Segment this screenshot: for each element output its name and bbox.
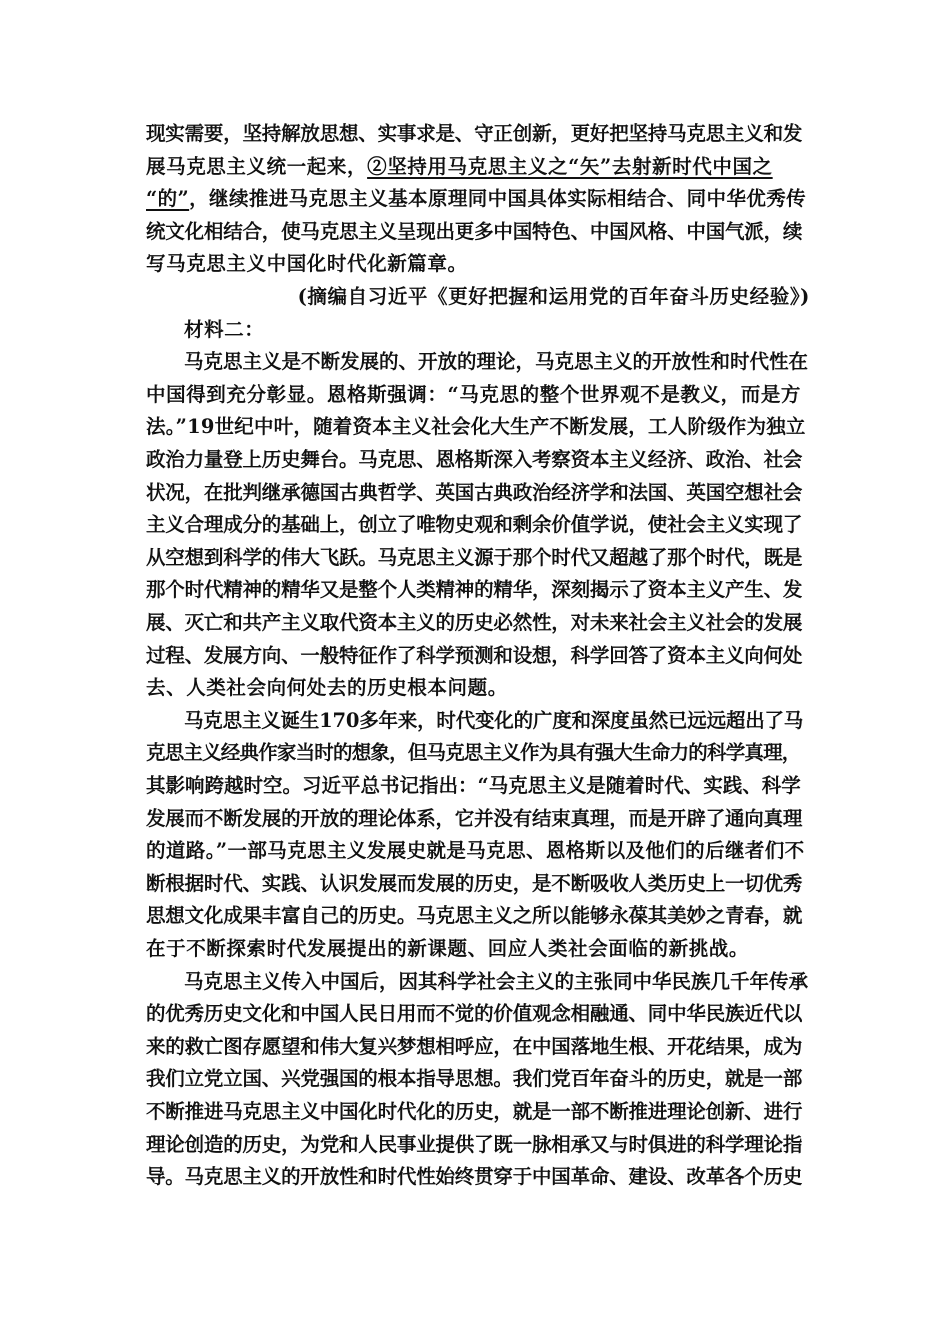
text-line xyxy=(184,318,808,342)
text-segment: 马克思主义诞生170多年来，时代变化的广度和深度虽然已远远超出了马 xyxy=(184,708,804,732)
text-segment: 法。”19世纪中叶，随着资本主义社会化大生产不断发展，工人阶级作为独立 xyxy=(146,415,806,439)
text-line xyxy=(146,481,806,505)
text-line xyxy=(146,285,810,309)
text-segment: 在于不断探索时代发展提出的新课题、回应人类社会面临的新挑战。 xyxy=(146,937,750,960)
text-segment: ，继续推进马克思主义基本原理同中国具体实际相结合、同中华优秀传 xyxy=(189,187,807,211)
text-segment: (摘编自习近平《更好把握和运用党的百年奋斗历史经验》) xyxy=(297,285,810,308)
text-line xyxy=(146,578,806,602)
text-line xyxy=(146,187,806,211)
text-segment: 展、灭亡和共产主义取代资本主义的历史必然性，对未来社会主义社会的发展 xyxy=(146,611,803,634)
text-segment: 的道路。”一部马克思主义发展史就是马克思、恩格斯以及他们的后继者们不 xyxy=(146,839,805,863)
text-segment: 写马克思主义中国化时代化新篇章。 xyxy=(146,252,468,276)
text-segment: 断根据时代、实践、认识发展而发展的历史，是不断吸收人类历史上一切优秀 xyxy=(146,871,803,895)
text-segment: 的优秀历史文化和中国人民日用而不觉的价值观念相融通、同中华民族近代以 xyxy=(146,1002,803,1026)
text-line xyxy=(146,383,806,407)
text-line xyxy=(146,1067,806,1091)
text-line xyxy=(146,904,806,928)
text-segment: 来的救亡图存愿望和伟大复兴梦想相呼应，在中国落地生根、开花结果，成为 xyxy=(146,1034,803,1058)
text-line xyxy=(146,1002,806,1026)
text-line xyxy=(184,350,808,374)
text-segment: 中国得到充分彰显。恩格斯强调：“马克思的整个世界观不是教义，而是方 xyxy=(146,382,802,406)
text-line xyxy=(146,415,806,439)
text-segment: 过程、发展方向、一般特征作了科学预测和设想，科学回答了资本主义向何处 xyxy=(146,643,803,667)
underlined-text: “的” xyxy=(146,187,190,211)
text-segment: 马克思主义是不断发展的、开放的理论，马克思主义的开放性和时代性在 xyxy=(184,350,809,374)
text-line xyxy=(146,807,806,831)
text-segment: 现实需要，坚持解放思想、实事求是、守正创新，更好把坚持马克思主义和发 xyxy=(146,122,803,145)
text-line xyxy=(146,644,806,668)
text-line xyxy=(146,839,806,863)
text-line xyxy=(184,709,808,733)
text-segment: 展马克思主义统一起来， xyxy=(146,154,368,178)
text-segment: 统文化相结合，使马克思主义呈现出更多中国特色、中国风格、中国气派，续 xyxy=(146,219,803,243)
text-line xyxy=(146,1035,806,1059)
text-segment: 马克思主义传入中国后，因其科学社会主义的主张同中华民族几千年传承 xyxy=(184,969,809,993)
text-line xyxy=(146,155,806,179)
underlined-text: ②坚持用马克思主义之“矢”去射新时代中国之 xyxy=(367,154,773,178)
text-line xyxy=(146,1100,806,1124)
text-segment: 发展而不断发展的开放的理论体系，它并没有结束真理，而是开辟了通向真理 xyxy=(146,806,803,830)
text-segment: 政治力量登上历史舞台。马克思、恩格斯深入考察资本主义经济、政治、社会 xyxy=(146,448,803,471)
text-line xyxy=(146,1165,806,1189)
text-line xyxy=(146,546,806,570)
text-segment: 不断推进马克思主义中国化时代化的历史，就是一部不断推进理论创新、进行 xyxy=(146,1100,803,1123)
text-segment: 理论创造的历史，为党和人民事业提供了既一脉相承又与时俱进的科学理论指 xyxy=(146,1132,803,1156)
text-segment: 材料二： xyxy=(184,317,265,341)
text-line xyxy=(146,448,806,472)
text-line xyxy=(146,1133,806,1157)
text-line xyxy=(146,937,806,961)
text-line xyxy=(146,741,806,765)
text-line xyxy=(146,122,806,146)
text-line xyxy=(146,774,806,798)
text-line xyxy=(146,220,806,244)
text-segment: 主义合理成分的基础上，创立了唯物史观和剩余价值学说，使社会主义实现了 xyxy=(146,513,803,537)
text-line xyxy=(184,970,808,994)
text-line xyxy=(146,676,806,700)
text-segment: 那个时代精神的精华又是整个人类精神的精华，深刻揭示了资本主义产生、发 xyxy=(146,578,803,602)
text-segment: 从空想到科学的伟大飞跃。马克思主义源于那个时代又超越了那个时代，既是 xyxy=(146,545,803,569)
text-line xyxy=(146,611,806,635)
text-segment: 去、人类社会向何处去的历史根本问题。 xyxy=(146,676,508,700)
text-segment: 状况，在批判继承德国古典哲学、英国古典政治经济学和法国、英国空想社会 xyxy=(146,480,803,504)
text-segment: 克思主义经典作家当时的想象，但马克思主义作为具有强大生命力的科学真理， xyxy=(146,741,801,765)
text-segment: 思想文化成果丰富自己的历史。马克思主义之所以能够永葆其美妙之青春，就 xyxy=(146,904,803,928)
text-line xyxy=(146,872,806,896)
text-segment: 导。马克思主义的开放性和时代性始终贯穿于中国革命、建设、改革各个历史 xyxy=(146,1165,803,1189)
text-line xyxy=(146,252,806,276)
text-line xyxy=(146,513,806,537)
text-segment: 其影响跨越时空。习近平总书记指出：“马克思主义是随着时代、实践、科学 xyxy=(146,774,801,797)
text-segment: 我们立党立国、兴党强国的根本指导思想。我们党百年奋斗的历史，就是一部 xyxy=(146,1067,803,1091)
